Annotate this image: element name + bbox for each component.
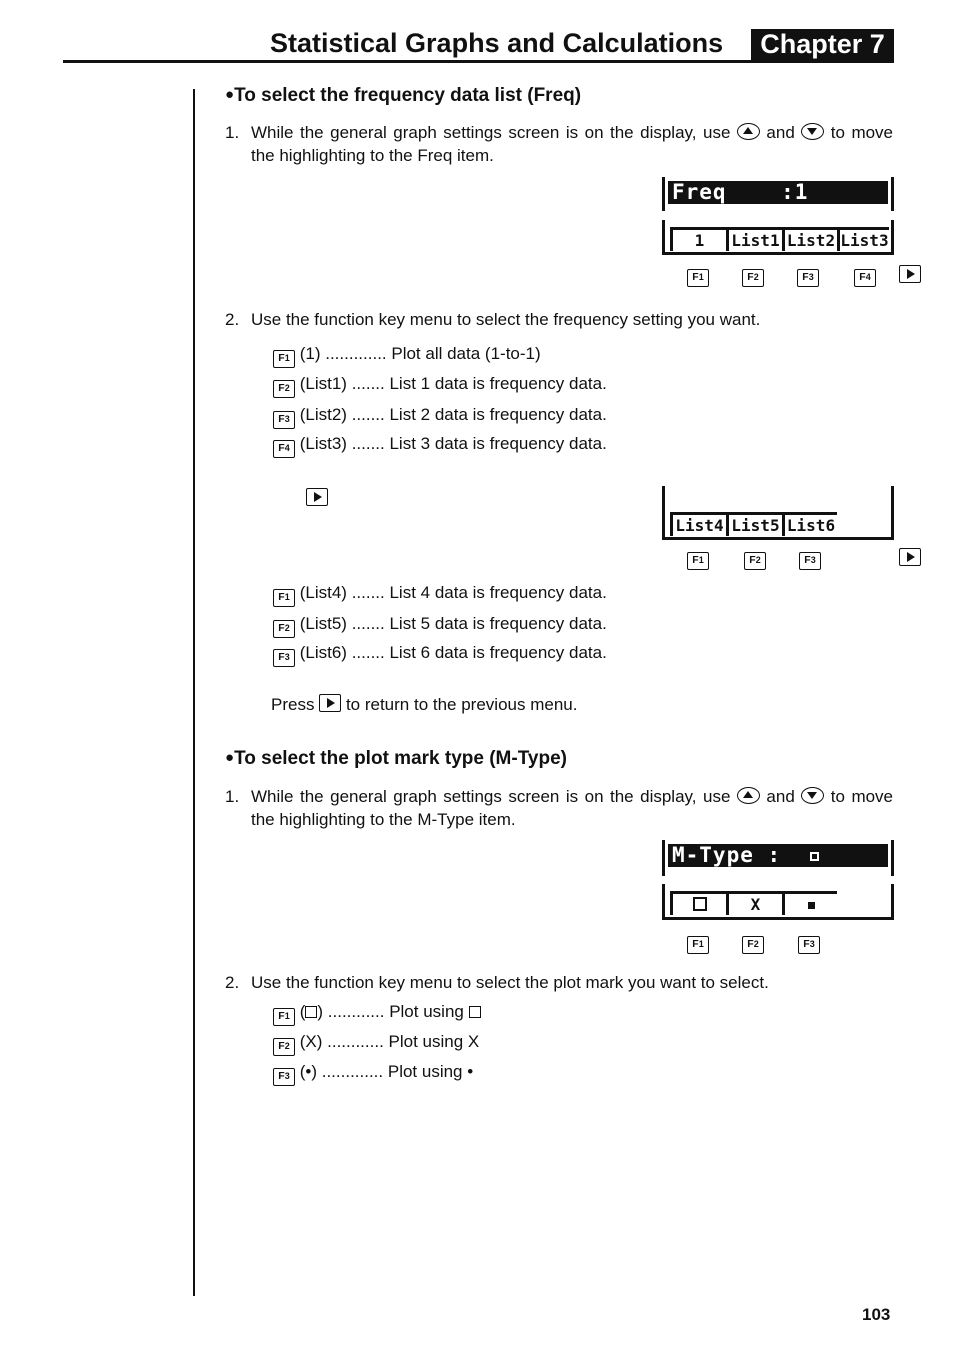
header-rule bbox=[63, 60, 894, 63]
dot-mark-icon bbox=[808, 902, 815, 909]
square-mark-icon bbox=[469, 1006, 481, 1018]
f3-key-icon: F3 bbox=[273, 649, 295, 667]
menu-cell-1: 1 bbox=[670, 227, 726, 251]
menu-cell-list2: List2 bbox=[782, 227, 837, 251]
f3-key-icon: F3 bbox=[797, 269, 819, 287]
f4-key-icon: F4 bbox=[273, 440, 295, 458]
f1-key-icon: F1 bbox=[273, 350, 295, 368]
margin-rule bbox=[193, 89, 195, 1296]
option-f3-list6: F3 (List6) ....... List 6 data is frequency data. bbox=[273, 642, 607, 667]
cursor-up-icon bbox=[737, 787, 760, 804]
f2-key-icon: F2 bbox=[273, 1038, 295, 1056]
step-1-freq-text: While the general graph settings screen is on the display, use and to move the highlighting to the Freq item. bbox=[251, 123, 894, 165]
f2-key-icon: F2 bbox=[273, 380, 295, 398]
step-1-mtype: 1. While the general graph settings screen is on the display, use and to move the highlighting to the M-Type item. bbox=[225, 787, 894, 829]
step-2-mtype: 2. Use the function key menu to select the plot mark you want to select. bbox=[225, 973, 769, 992]
option-f4-list3: F4 (List3) ....... List 3 data is frequency data. bbox=[273, 433, 607, 458]
chapter-tag: Chapter 7 bbox=[751, 29, 894, 63]
calculator-screen-mtype bbox=[662, 838, 894, 920]
menu-cell-dot bbox=[782, 891, 837, 915]
press-return-note: Press to return to the previous menu. bbox=[271, 695, 578, 714]
highlight-bar bbox=[668, 844, 888, 867]
section-heading-freq: ●To select the frequency data list (Freq) bbox=[225, 85, 582, 106]
f1-key-icon: F1 bbox=[273, 1008, 295, 1026]
step-2-freq: 2. Use the function key menu to select the frequency setting you want. bbox=[225, 310, 761, 329]
f3-key-icon: F3 bbox=[273, 1068, 295, 1086]
cursor-down-icon bbox=[801, 123, 824, 140]
option-f2-x: F2 (X) ............ Plot using X bbox=[273, 1031, 479, 1056]
right-arrow-key-icon bbox=[306, 488, 328, 506]
menu-cell-square bbox=[670, 891, 726, 915]
option-f1-1: F1 (1) ............. Plot all data (1-to-1) bbox=[273, 343, 541, 368]
small-square-mark-icon bbox=[810, 852, 819, 861]
freq-setting: Freq :1 bbox=[672, 180, 809, 204]
f2-key-icon: F2 bbox=[273, 620, 295, 638]
step-1-freq: 1. While the general graph settings screen is on the display, use and to move the highlighting to the Freq item. bbox=[225, 123, 894, 165]
option-f3-list2: F3 (List2) ....... List 2 data is frequency data. bbox=[273, 404, 607, 429]
bullet-icon: ● bbox=[225, 749, 235, 766]
f1-key-icon: F1 bbox=[687, 936, 709, 954]
right-arrow-key-icon bbox=[899, 548, 921, 566]
f3-key-icon: F3 bbox=[273, 411, 295, 429]
f3-key-icon: F3 bbox=[798, 936, 820, 954]
option-f2-list5: F2 (List5) ....... List 5 data is frequency data. bbox=[273, 613, 607, 638]
f1-key-icon: F1 bbox=[687, 552, 709, 570]
f1-key-icon: F1 bbox=[687, 269, 709, 287]
menu-cell-list3: List3 bbox=[837, 227, 889, 251]
menu-cell-list5: List5 bbox=[726, 512, 782, 536]
option-f2-list1: F2 (List1) ....... List 1 data is frequency data. bbox=[273, 373, 607, 398]
mtype-setting: M-Type : bbox=[672, 843, 782, 867]
cursor-down-icon bbox=[801, 787, 824, 804]
bullet-icon: ● bbox=[225, 86, 235, 103]
f4-key-icon: F4 bbox=[854, 269, 876, 287]
page-title: Statistical Graphs and Calculations bbox=[270, 28, 724, 58]
f2-key-icon: F2 bbox=[742, 269, 764, 287]
option-f1-square: F1 ( ) ............ Plot using bbox=[273, 1001, 481, 1026]
calculator-screen-freq bbox=[662, 175, 894, 255]
menu-cell-x: X bbox=[726, 891, 782, 915]
menu-cell-list4: List4 bbox=[670, 512, 726, 536]
square-mark-icon bbox=[693, 897, 707, 911]
cursor-up-icon bbox=[737, 123, 760, 140]
right-arrow-key-icon bbox=[899, 265, 921, 283]
highlight-bar bbox=[668, 181, 888, 204]
f1-key-icon: F1 bbox=[273, 589, 295, 607]
f2-key-icon: F2 bbox=[742, 936, 764, 954]
page-number: 103 bbox=[862, 1305, 891, 1324]
square-mark-icon bbox=[305, 1006, 317, 1018]
menu-cell-list6: List6 bbox=[782, 512, 837, 536]
calculator-screen-list4-6 bbox=[662, 486, 894, 540]
f2-key-icon: F2 bbox=[744, 552, 766, 570]
section-heading-mtype: ●To select the plot mark type (M-Type) bbox=[225, 748, 567, 769]
step-1-mtype-text: While the general graph settings screen is on the display, use and to move the highlighting to the M-Type item. bbox=[251, 787, 894, 829]
option-f1-list4: F1 (List4) ....... List 4 data is frequency data. bbox=[273, 582, 607, 607]
right-arrow-key-icon bbox=[319, 694, 341, 712]
option-f3-dot: F3 (•) ............. Plot using • bbox=[273, 1061, 473, 1086]
f3-key-icon: F3 bbox=[799, 552, 821, 570]
menu-cell-list1: List1 bbox=[726, 227, 782, 251]
